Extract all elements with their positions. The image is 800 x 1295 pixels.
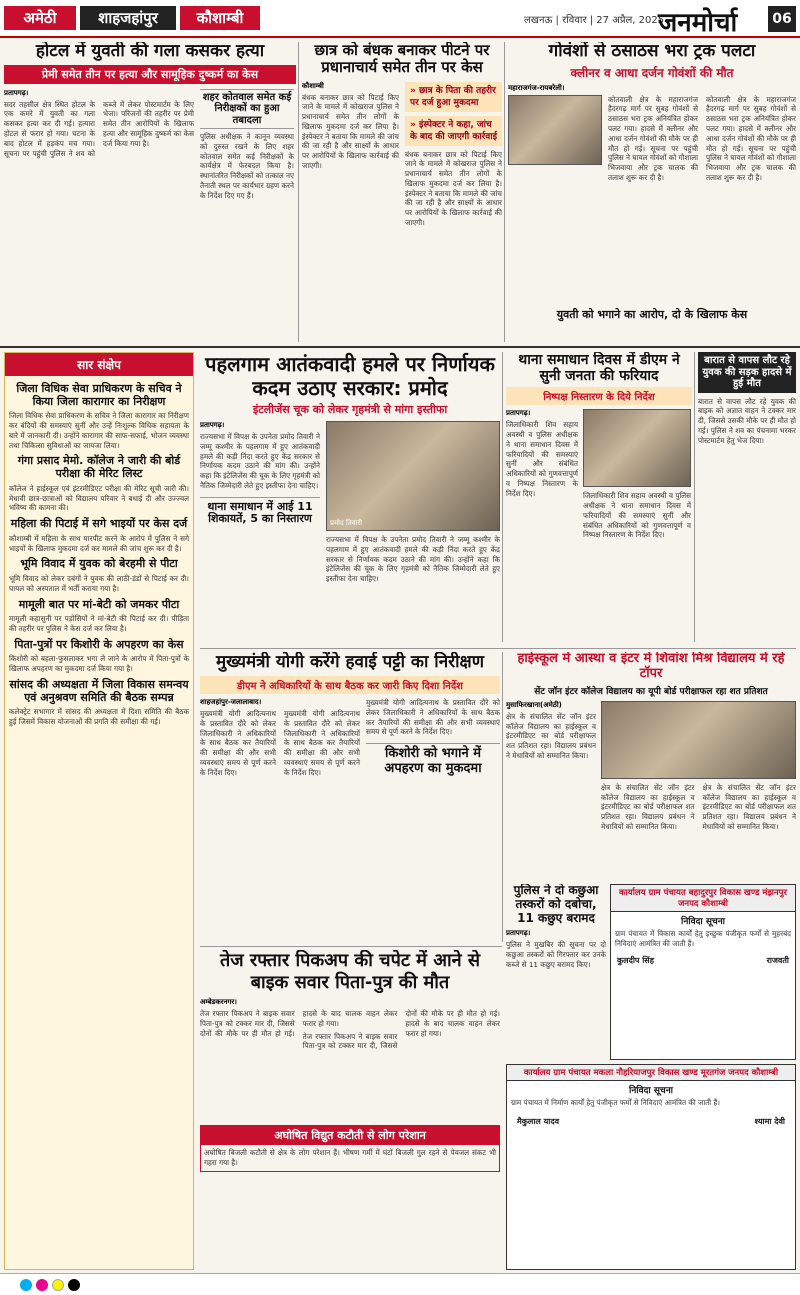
dateline: लखनऊ | रविवार | 27 अप्रैल, 2025 [524, 15, 665, 26]
dateline: महाराजगंज-रायबरेली। [508, 83, 565, 92]
story-student-beaten [302, 42, 502, 344]
masthead [0, 0, 800, 38]
story-text-2: बंधक बनाकर छात्र को पिटाई किए जाने के मामले में कोखराज पुलिस ने प्रधानाचार्य समेत तीन लोगों के खिलाफ मुकदमा दर्ज कर लिया है। इंस्पेक्टर ने बताया कि मामले की जांच की जा रही है और साक्ष्यों के आधार पर आरोपियों के खिलाफ कार्रवाई की जाएगी। [405, 149, 502, 228]
dateline: मुसाफिरखाना(अमेठी) [506, 700, 562, 709]
dateline: प्रतापगढ़। [506, 929, 531, 938]
story-text-2: राज्यसभा में विपक्ष के उपनेता प्रमोद तिवारी ने जम्मू कश्मीर के पहलगाम में हुए आतंकवादी हमले की कड़ी निंदा करते हुए केंद्र सरकार से निर्णायक कदम उठाने की मांग की। उन्होंने कहा कि इंटेलिजेंस की चूक के लिए गृहमंत्री को नैतिक जिम्मेदारी लेते हुए इस्तीफा देना चाहिए। [326, 535, 500, 584]
story-text: तेज रफ्तार पिकअप ने बाइक सवार पिता-पुत्र को टक्कर मार दी, जिससे दोनों की मौके पर ही मौत हो गई। हादसे के बाद चालक वाहन लेकर फरार हो गया। तेज रफ्तार पिकअप ने बाइक सवार पिता-पुत्र को टक्कर मार दी, जिससे दोनों की मौके पर ही मौत हो गई। हादसे के बाद चालक वाहन लेकर फरार हो गया। [200, 1009, 500, 1051]
story-school-toppers [506, 652, 796, 880]
brand-logo: जनमोर्चा [658, 8, 738, 38]
tender-notice-2 [506, 1064, 796, 1270]
truck-photo [508, 95, 602, 165]
story-text-2: जिलाधिकारी शिव सहाय अवस्थी व पुलिस अधीक्षक ने थाना समाधान दिवस में फरियादियों की समस्याएं सुनीं और संबंधित अधिकारियों को गुणवत्तापूर्ण व निष्पक्ष निस्तारण के निर्देश दिए। [583, 491, 691, 540]
headline: थाना समाधान दिवस में डीएम ने सुनी जनता की फरियाद [518, 352, 680, 385]
subhead: प्रेमी समेत तीन पर हत्या और सामूहिक दुष्कर्म का केस [4, 65, 296, 84]
side-headline: थाना समाधान में आई 11 शिकायतें, 5 का निस्तारण [200, 497, 320, 526]
toppers-photo [601, 701, 796, 779]
story-text: सदर तहसील क्षेत्र स्थित होटल के एक कमरे में युवती का गला कसकर हत्या कर दी गई। हत्यारा होटल से फरार हो गया। घटना के बाद होटल में हड़कंप मच गया। सूचना पर पहुंची पुलिस ने शव को कब्जे में लेकर पोस्टमार्टम के लिए भेजा। परिजनों की तहरीर पर प्रेमी समेत तीन आरोपियों के खिलाफ हत्या और सामूहिक दुष्कर्म का केस दर्ज किया गया है। [4, 99, 194, 158]
dateline: शाहजहांपुर-जलालाबाद। [200, 698, 262, 706]
notice-text: ग्राम पंचायत में विकास कार्यों हेतु इच्छुक पंजीकृत फर्मों से मुहरबंद निविदाएं आमंत्रित की जाती हैं। [615, 929, 791, 948]
cyan-reg-mark [20, 1279, 32, 1291]
story-hotel-murder [4, 42, 296, 344]
notice-sub: निविदा सूचना [628, 1086, 674, 1096]
headline: गोवंशों से ठसाठस भरा ट्रक पलटा [548, 42, 756, 61]
box-text: अघोषित बिजली कटौती से क्षेत्र के लोग परेशान हैं। भीषण गर्मी में घंटों बिजली गुल रहने से पेयजल संकट भी गहरा गया है। [204, 1148, 496, 1167]
black-reg-mark [68, 1279, 80, 1291]
brief-item: महिला की पिटाई में सगे भाइयों पर केस दर्ज कौशाम्बी में महिला के साथ मारपीट करने के आरोप में पुलिस ने सगे भाइयों के खिलाफ मुकदमा दर्ज कर मामले की जांच शुरू कर दी है। [9, 517, 189, 553]
pull-quote-2: » इंस्पेक्टर ने कहा, जांच के बाद की जाएगी कार्रवाई [405, 116, 502, 146]
side-headline: शहर कोतवाल समेत कई निरीक्षकों का हुआ तबादला [200, 89, 294, 130]
story-turtle-smugglers [506, 884, 606, 1044]
notice-title: कार्यालय ग्राम पंचायत बहादुरपुर विकास खण्ड मंझनपुर जनपद कौशाम्बी [611, 885, 795, 912]
story-truck-overturned [508, 42, 796, 344]
headline: मुख्यमंत्री योगी करेंगे हवाई पट्टी का निरीक्षण [216, 652, 484, 672]
brief-item: जिला विधिक सेवा प्राधिकरण के सचिव ने किया जिला कारागार का निरीक्षण जिला विधिक सेवा प्राधिकरण के सचिव ने जिला कारागार का निरीक्षण कर बंदियों की समस्याएं सुनीं और उन्हें निःशुल्क विधिक सहायता के बारे में जानकारी दी। उन्होंने कारागार की साफ-सफाई, भोजन व्यवस्था तथा चिकित्सा सुविधाओं का जायजा लिया। [9, 382, 189, 450]
power-cut-box [200, 1125, 500, 1172]
pull-quote-1: » छात्र के पिता की तहरीर पर दर्ज हुआ मुकदमा [405, 82, 502, 112]
story-text: पुलिस ने मुखबिर की सूचना पर दो कछुआ तस्करों को गिरफ्तार कर उनके कब्जे से 11 कछुए बरामद किए। [506, 940, 606, 969]
story-text-2: मुख्यमंत्री योगी आदित्यनाथ के प्रस्तावित दौरे को लेकर जिलाधिकारी ने अधिकारियों के साथ बैठक कर तैयारियों की समीक्षा की और सभी व्यवस्थाएं समय से पूर्ण करने के निर्देश दिए। [366, 698, 500, 737]
headline: तेज रफ्तार पिकअप की चपेट में आने से बाइक सवार पिता-पुत्र की मौत [219, 950, 481, 993]
page-number: 06 [768, 6, 796, 32]
dateline: प्रतापगढ़। [200, 421, 225, 429]
brief-item: गंगा प्रसाद मेमो. कॉलेज ने जारी की बोर्ड परीक्षा की मेरिट लिस्ट कॉलेज ने हाईस्कूल एवं इंटरमीडिएट परीक्षा की मेरिट सूची जारी की। मेधावी छात्र-छात्राओं को विद्यालय परिवार ने बधाई दी और उज्ज्वल भविष्य की कामना की। [9, 454, 189, 513]
yellow-reg-mark [52, 1279, 64, 1291]
dateline: कौशाम्बी [302, 81, 324, 90]
print-footer [0, 1273, 800, 1295]
story-baraat-accident [698, 352, 796, 642]
story-text-2: क्षेत्र के संचालित सेंट जॉन इंटर कॉलेज विद्यालय का हाईस्कूल व इंटरमीडिएट का बोर्ड परीक्षाफल शत प्रतिशत रहा। विद्यालय प्रबंधन ने मेधावियों को सम्मानित किया। क्षेत्र के संचालित सेंट जॉन इंटर कॉलेज विद्यालय का हाईस्कूल व इंटरमीडिएट का बोर्ड परीक्षाफल शत प्रतिशत रहा। विद्यालय प्रबंधन ने मेधावियों को सम्मानित किया। [601, 782, 796, 832]
headline: छात्र को बंधक बनाकर पीटने पर प्रधानाचार्य समेत तीन पर केस [314, 42, 490, 77]
notice-title: कार्यालय ग्राम पंचायत मकला नौहरियाजपुर विकास खण्ड मूरतगंज जनपद कौशाम्बी [507, 1065, 795, 1081]
notice-sign-2: श्यामा देवी [754, 1116, 785, 1126]
notice-sub: निविदा सूचना [680, 917, 726, 927]
notice-sign-2: राजवती [766, 955, 789, 965]
side-headline: युवती को भगाने का आरोप, दो के खिलाफ केस [556, 307, 748, 321]
brief-item: मामूली बात पर मां-बेटी को जमकर पीटा मामूली कहासुनी पर पड़ोसियों ने मां-बेटी की पिटाई कर दी। पीड़िता की तहरीर पर पुलिस ने केस दर्ज कर लिया है। [9, 597, 189, 634]
brief-item: भूमि विवाद में युवक को बेरहमी से पीटा भूमि विवाद को लेकर दबंगों ने युवक की लाठी-डंडों से पिटाई कर दी। घायल को अस्पताल में भर्ती कराया गया है। [9, 557, 189, 593]
dateline: प्रतापगढ़। [4, 88, 29, 97]
story-text: जिलाधिकारी शिव सहाय अवस्थी व पुलिस अधीक्षक ने थाना समाधान दिवस में फरियादियों की समस्याएं सुनीं और संबंधित अधिकारियों को गुणवत्तापूर्ण व निष्पक्ष निस्तारण के निर्देश दिए। [506, 420, 578, 498]
headline: हाईस्कूल में आस्था व इंटर में शिवांश मिश्र विद्यालय में रहे टॉपर [517, 652, 785, 681]
box-headline: अघोषित विद्युत कटौती से लोग परेशान [201, 1126, 499, 1145]
dateline: प्रतापगढ़। [506, 409, 531, 418]
brief-list [5, 376, 193, 731]
brief-item: सांसद की अध्यक्षता में जिला विकास समन्वय एवं अनुश्रवण समिति की बैठक सम्पन्न कलेक्ट्रेट सभागार में सांसद की अध्यक्षता में दिशा समिति की बैठक हुई जिसमें विकास योजनाओं की प्रगति की समीक्षा की गई। [9, 678, 189, 727]
subhead: डीएम ने अधिकारियों के साथ बैठक कर जारी किए दिशा निर्देश [200, 676, 500, 694]
subhead: क्लीनर व आधा दर्जन गोवंशों की मौत [570, 65, 734, 80]
tag-shahjahanpur: शाहजहांपुर [80, 6, 176, 30]
side-text: पुलिस अधीक्षक ने कानून व्यवस्था को दुरुस्त रखने के लिए शहर कोतवाल समेत कई निरीक्षकों के कार्यक्षेत्र में फेरबदल किया है। स्थानांतरित निरीक्षकों को तत्काल नए तैनाती स्थल पर कार्यभार ग्रहण करने के निर्देश दिए गए हैं। [200, 132, 294, 200]
brief-badge: सार संक्षेप [5, 353, 193, 376]
story-text: क्षेत्र के संचालित सेंट जॉन इंटर कॉलेज विद्यालय का हाईस्कूल व इंटरमीडिएट का बोर्ड परीक्षाफल शत प्रतिशत रहा। विद्यालय प्रबंधन ने मेधावियों को सम्मानित किया। [506, 711, 596, 761]
tag-kaushambi: कौशाम्बी [180, 6, 260, 30]
tender-notice-1 [610, 884, 796, 1060]
subhead: इंटलीजेंस चूक को लेकर गृहमंत्री से मांगा इस्तीफा [252, 403, 448, 416]
headline: होटल में युवती की गला कसकर हत्या [35, 42, 265, 61]
story-pahalgam [200, 352, 500, 644]
story-text: मुख्यमंत्री योगी आदित्यनाथ के प्रस्तावित दौरे को लेकर जिलाधिकारी ने अधिकारियों के साथ बैठक कर तैयारियों की समीक्षा की और सभी व्यवस्थाएं समय से पूर्ण करने के निर्देश दिए। मुख्यमंत्री योगी आदित्यनाथ के प्रस्तावित दौरे को लेकर जिलाधिकारी ने अधिकारियों के साथ बैठक कर तैयारियों की समीक्षा की और सभी व्यवस्थाएं समय से पूर्ण करने के निर्देश दिए। [200, 709, 360, 777]
story-text: बंधक बनाकर छात्र को पिटाई किए जाने के मामले में कोखराज पुलिस ने प्रधानाचार्य समेत तीन लोगों के खिलाफ मुकदमा दर्ज कर लिया है। इंस्पेक्टर ने बताया कि मामले की जांच की जा रही है और साक्ष्यों के आधार पर आरोपियों के खिलाफ कार्रवाई की जाएगी। [302, 92, 399, 171]
brief-item: पिता-पुत्रों पर किशोरी के अपहरण का केस किशोरी को बहला-फुसलाकर भगा ले जाने के आरोप में पिता-पुत्रों के खिलाफ अपहरण का मुकदमा दर्ज किया गया है। [9, 637, 189, 674]
headline: बारात से वापस लौट रहे युवक की सड़क हादसे में हुई मौत [698, 352, 796, 393]
story-pickup-accident [200, 950, 500, 1270]
tag-amethi: अमेठी [4, 6, 76, 30]
subhead: सेंट जॉन इंटर कॉलेज विद्यालय का यूपी बोर्ड परीक्षाफल रहा शत प्रतिशत [534, 686, 768, 697]
story-yogi-airstrip [200, 652, 500, 942]
brief-column [4, 352, 194, 1270]
story-text: कोतवाली क्षेत्र के महाराजगंज हैदरगढ़ मार्ग पर सुबह गोवंशों से ठसाठस भरा ट्रक अनियंत्रित होकर पलट गया। हादसे में क्लीनर और आधा दर्जन गोवंशों की मौके पर ही मौत हो गई। सूचना पर पहुंची पुलिस ने घायल गोवंशों को गौशाला भिजवाया और ट्रक चालक की तलाश शुरू कर दी है। कोतवाली क्षेत्र के महाराजगंज हैदरगढ़ मार्ग पर सुबह गोवंशों से ठसाठस भरा ट्रक अनियंत्रित होकर पलट गया। हादसे में क्लीनर और आधा दर्जन गोवंशों की मौके पर ही मौत हो गई। सूचना पर पहुंची पुलिस ने घायल गोवंशों को गौशाला भिजवाया और ट्रक चालक की तलाश शुरू कर दी है। [608, 94, 796, 182]
story-text: राज्यसभा में विपक्ष के उपनेता प्रमोद तिवारी ने जम्मू कश्मीर के पहलगाम में हुए आतंकवादी हमले की कड़ी निंदा करते हुए केंद्र सरकार से निर्णायक कदम उठाने की मांग की। उन्होंने कहा कि इंटेलिजेंस की चूक के लिए गृहमंत्री को नैतिक जिम्मेदारी लेते हुए इस्तीफा देना चाहिए। [200, 432, 321, 490]
magenta-reg-mark [36, 1279, 48, 1291]
notice-text: ग्राम पंचायत में निर्माण कार्यों हेतु पंजीकृत फर्मों से निविदाएं आमंत्रित की जाती हैं। [511, 1098, 720, 1107]
notice-sign-1: कुलदीप सिंह [617, 955, 654, 965]
side-headline: किशोरी को भगाने में अपहरण का मुकदमा [366, 743, 500, 777]
notice-sign-1: मैकुलाल यादव [517, 1116, 560, 1126]
subhead: निष्पक्ष निस्तारण के दिये निर्देश [506, 387, 692, 405]
story-text: बारात से वापस लौट रहे युवक की बाइक को अज्ञात वाहन ने टक्कर मार दी, जिससे उसकी मौके पर ही मौत हो गई। पुलिस ने शव का पंचनामा भरकर पोस्टमार्टम हेतु भेज दिया। [698, 396, 796, 445]
pramod-photo: प्रमोद तिवारी [326, 421, 500, 531]
dm-photo [583, 409, 691, 487]
story-thana-samadhan [506, 352, 692, 644]
dateline: अम्बेडकरनगर। [200, 998, 237, 1006]
headline: पहलगाम आतंकवादी हमले पर निर्णायक कदम उठाए सरकार: प्रमोद [205, 352, 495, 400]
headline: पुलिस ने दो कछुआ तस्करों को दबोचा, 11 कछुए बरामद [513, 884, 599, 925]
